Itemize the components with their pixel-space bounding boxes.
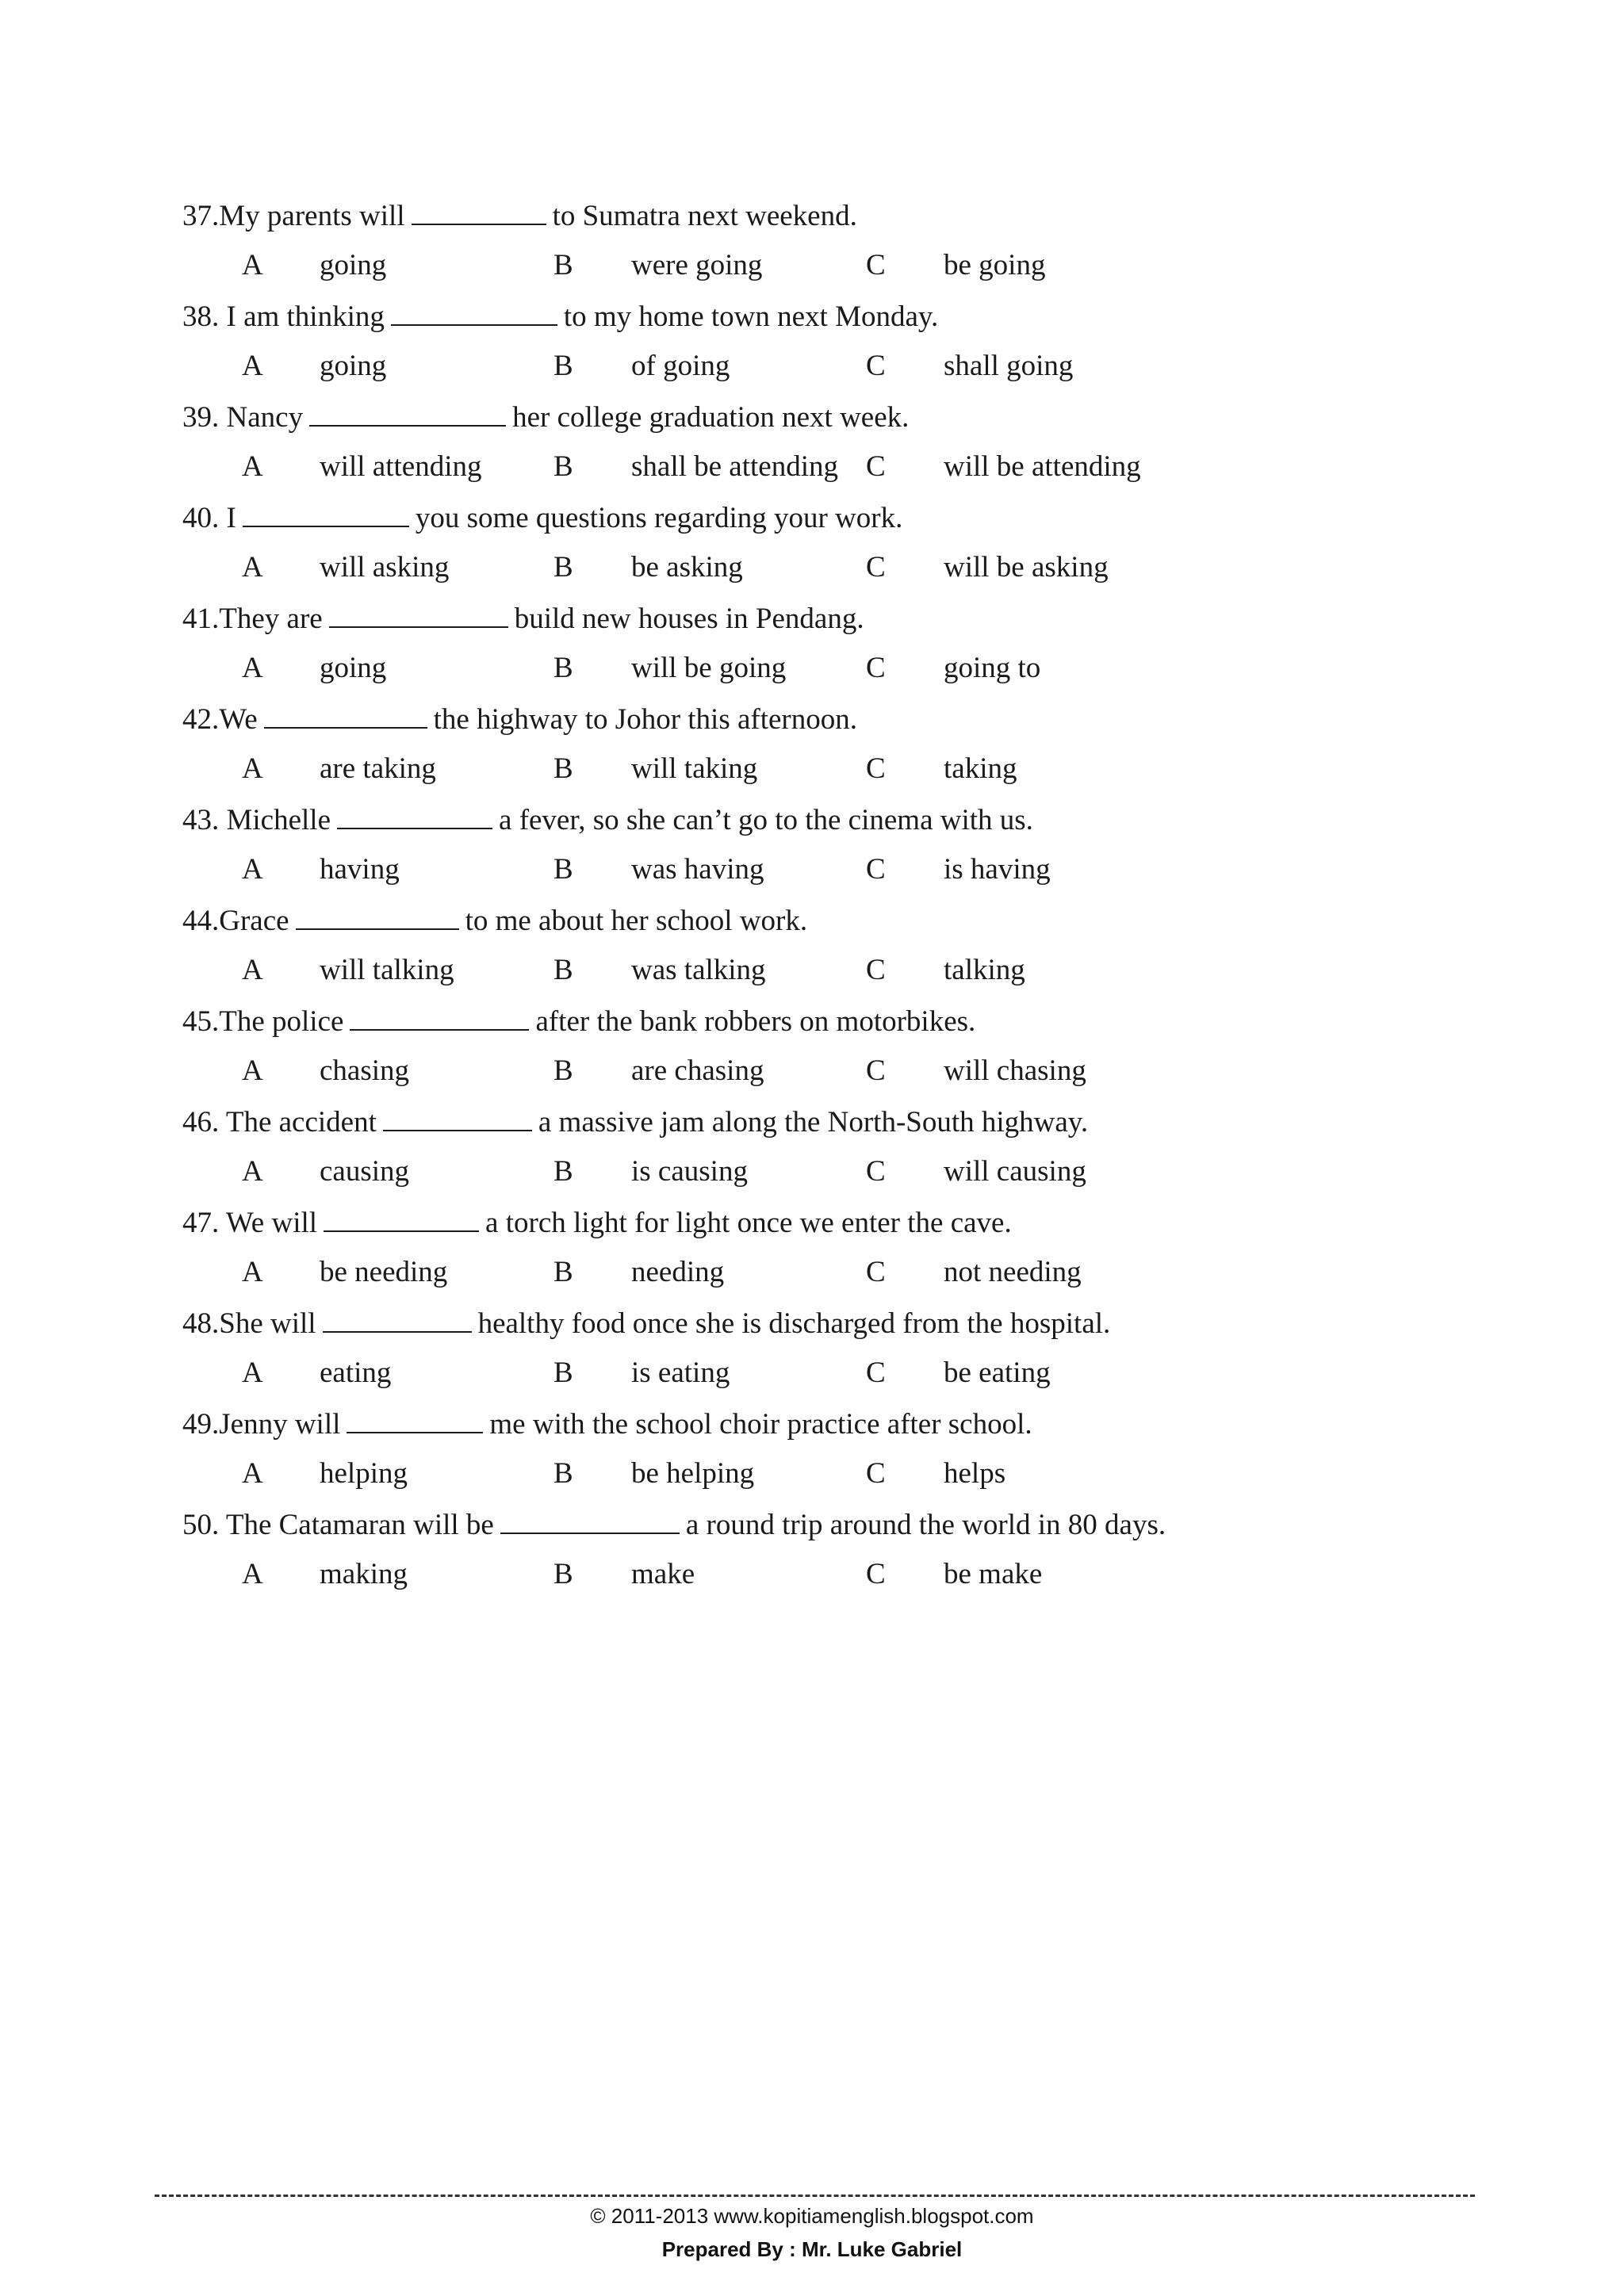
answer-blank: [500, 1507, 680, 1534]
answer-options: [182, 852, 1293, 887]
option-text: will taking: [631, 752, 758, 785]
footer-divider: [155, 2195, 1475, 2197]
option-letter: A: [242, 249, 263, 281]
option-letter: C: [866, 1155, 886, 1188]
option-letter: B: [553, 652, 573, 684]
question-number: 39.: [182, 401, 227, 434]
option-text: talking: [944, 954, 1025, 986]
option-text: will talking: [320, 954, 454, 986]
answer-blank: [383, 1104, 532, 1131]
question-text-before: Michelle: [226, 804, 331, 836]
question-number: 46.: [182, 1106, 226, 1138]
question-text-before: Grace: [219, 905, 289, 937]
question-stem: [182, 1205, 1012, 1241]
question-text-after: build new houses in Pendang.: [514, 603, 864, 635]
option-letter: C: [866, 551, 886, 584]
option-text: will causing: [944, 1155, 1086, 1188]
option-letter: C: [866, 752, 886, 785]
option-letter: A: [242, 1054, 263, 1087]
question-item: [182, 1104, 1530, 1205]
answer-options: [182, 349, 1293, 384]
option-text: shall be attending: [631, 450, 838, 483]
option-letter: C: [866, 1054, 886, 1087]
answer-blank: [323, 1306, 472, 1333]
answer-options: [182, 450, 1293, 484]
option-text: were going: [631, 249, 763, 281]
question-text-after: a fever, so she can’t go to the cinema with us.: [499, 804, 1033, 836]
option-text: is having: [944, 853, 1051, 886]
question-text-before: I am thinking: [226, 300, 385, 333]
question-item: [182, 903, 1530, 1004]
option-text: having: [320, 853, 400, 886]
option-letter: B: [553, 350, 573, 382]
question-stem: [182, 1406, 1032, 1442]
option-letter: C: [866, 1457, 886, 1490]
question-list: [182, 198, 1530, 1608]
option-letter: A: [242, 350, 263, 382]
option-text: will be asking: [944, 551, 1109, 584]
footer-copyright: © 2011-2013 www.kopitiamenglish.blogspot.com: [590, 2204, 1034, 2228]
option-letter: A: [242, 954, 263, 986]
question-stem: [182, 1507, 1166, 1543]
question-text-after: to my home town next Monday.: [563, 300, 939, 333]
option-letter: C: [866, 954, 886, 986]
option-text: be going: [944, 249, 1046, 281]
option-letter: B: [553, 1256, 573, 1288]
answer-blank: [337, 802, 492, 829]
option-text: going: [320, 652, 387, 684]
question-number: 47.: [182, 1207, 226, 1239]
option-text: is eating: [631, 1357, 730, 1389]
option-letter: B: [553, 1357, 573, 1389]
question-text-after: the highway to Johor this afternoon.: [433, 703, 857, 736]
option-letter: C: [866, 1558, 886, 1590]
question-number: 40.: [182, 502, 227, 534]
question-text-before: The accident: [225, 1106, 377, 1138]
question-text-after: a round trip around the world in 80 days.: [685, 1509, 1166, 1541]
option-text: was talking: [631, 954, 766, 986]
question-text-before: We: [219, 703, 258, 736]
question-text-after: to Sumatra next weekend.: [552, 200, 857, 232]
answer-blank: [296, 903, 459, 930]
question-number: 48.: [182, 1307, 220, 1340]
option-letter: A: [242, 1558, 263, 1590]
question-text-after: after the bank robbers on motorbikes.: [535, 1005, 976, 1038]
question-text-before: My parents will: [219, 200, 405, 232]
question-stem: [182, 601, 864, 637]
option-text: be needing: [320, 1256, 448, 1288]
question-item: [182, 1306, 1530, 1406]
option-text: taking: [944, 752, 1017, 785]
option-letter: A: [242, 853, 263, 886]
answer-options: [182, 1456, 1293, 1491]
answer-options: [182, 1356, 1293, 1391]
option-text: was having: [631, 853, 764, 886]
option-text: will be attending: [944, 450, 1141, 483]
option-letter: B: [553, 249, 573, 281]
question-number: 45.: [182, 1005, 220, 1038]
option-letter: C: [866, 1256, 886, 1288]
option-letter: A: [242, 652, 263, 684]
question-stem: [182, 903, 807, 939]
option-text: be make: [944, 1558, 1043, 1590]
question-text-after: her college graduation next week.: [512, 401, 910, 434]
option-text: are taking: [320, 752, 436, 785]
answer-options: [182, 752, 1293, 786]
question-text-before: They are: [219, 603, 323, 635]
answer-options: [182, 1054, 1293, 1089]
option-text: make: [631, 1558, 695, 1590]
question-text-before: The Catamaran will be: [225, 1509, 494, 1541]
question-text-after: to me about her school work.: [465, 905, 808, 937]
option-letter: C: [866, 450, 886, 483]
option-text: going: [320, 350, 387, 382]
question-item: [182, 400, 1530, 500]
question-text-after: a torch light for light once we enter the cave.: [485, 1207, 1012, 1239]
option-letter: C: [866, 249, 886, 281]
answer-options: [182, 651, 1293, 686]
question-item: [182, 802, 1530, 903]
option-text: going to: [944, 652, 1041, 684]
option-letter: B: [553, 1155, 573, 1188]
question-number: 37.: [182, 200, 220, 232]
option-letter: B: [553, 1558, 573, 1590]
option-text: causing: [320, 1155, 410, 1188]
answer-blank: [350, 1004, 529, 1031]
answer-blank: [412, 198, 546, 225]
question-text-after: a massive jam along the North-South highway.: [538, 1106, 1089, 1138]
option-letter: C: [866, 652, 886, 684]
answer-blank: [329, 601, 508, 628]
answer-options: [182, 1557, 1293, 1592]
question-text-before: We will: [225, 1207, 318, 1239]
answer-options: [182, 550, 1293, 585]
option-letter: B: [553, 752, 573, 785]
question-stem: [182, 1306, 1110, 1341]
option-letter: C: [866, 1357, 886, 1389]
option-text: will attending: [320, 450, 482, 483]
answer-options: [182, 1154, 1293, 1189]
answer-blank: [243, 500, 409, 527]
option-text: shall going: [944, 350, 1074, 382]
option-text: are chasing: [631, 1054, 764, 1087]
option-text: helping: [320, 1457, 408, 1490]
question-stem: [182, 1004, 975, 1039]
option-text: be asking: [631, 551, 743, 584]
option-text: be helping: [631, 1457, 755, 1490]
question-number: 41.: [182, 603, 220, 635]
question-number: 43.: [182, 804, 227, 836]
option-letter: B: [553, 1054, 573, 1087]
answer-blank: [264, 702, 427, 729]
answer-blank: [324, 1205, 479, 1232]
answer-options: [182, 1255, 1293, 1290]
question-stem: [182, 198, 857, 234]
option-text: will chasing: [944, 1054, 1086, 1087]
question-item: [182, 198, 1530, 299]
question-item: [182, 1507, 1530, 1608]
question-item: [182, 500, 1530, 601]
question-text-before: The police: [219, 1005, 344, 1038]
question-stem: [182, 400, 909, 435]
option-letter: B: [553, 954, 573, 986]
question-item: [182, 1205, 1530, 1306]
question-text-after: healthy food once she is discharged from the hospital.: [477, 1307, 1111, 1340]
question-stem: [182, 702, 857, 737]
option-letter: B: [553, 1457, 573, 1490]
question-number: 38.: [182, 300, 227, 333]
option-letter: A: [242, 1357, 263, 1389]
option-letter: A: [242, 1256, 263, 1288]
question-stem: [182, 500, 902, 536]
option-letter: A: [242, 450, 263, 483]
option-text: going: [320, 249, 387, 281]
option-text: making: [320, 1558, 408, 1590]
option-letter: B: [553, 551, 573, 584]
question-number: 44.: [182, 905, 220, 937]
question-stem: [182, 802, 1033, 838]
question-item: [182, 702, 1530, 802]
option-text: helps: [944, 1457, 1006, 1490]
question-text-after: me with the school choir practice after school.: [489, 1408, 1032, 1441]
option-letter: B: [553, 450, 573, 483]
option-text: is causing: [631, 1155, 748, 1188]
option-text: eating: [320, 1357, 392, 1389]
question-text-before: Nancy: [226, 401, 304, 434]
question-text-after: you some questions regarding your work.: [415, 502, 903, 534]
option-text: chasing: [320, 1054, 410, 1087]
answer-blank: [391, 299, 557, 326]
question-item: [182, 1406, 1530, 1507]
question-text-before: Jenny will: [219, 1408, 341, 1441]
option-letter: C: [866, 853, 886, 886]
question-stem: [182, 299, 938, 335]
answer-blank: [309, 400, 506, 427]
option-text: needing: [631, 1256, 725, 1288]
option-letter: B: [553, 853, 573, 886]
question-number: 42.: [182, 703, 220, 736]
option-letter: A: [242, 752, 263, 785]
answer-options: [182, 248, 1293, 283]
question-number: 49.: [182, 1408, 220, 1441]
option-letter: C: [866, 350, 886, 382]
question-item: [182, 1004, 1530, 1104]
option-text: will asking: [320, 551, 450, 584]
question-item: [182, 601, 1530, 702]
question-item: [182, 299, 1530, 400]
answer-blank: [347, 1406, 483, 1433]
option-text: not needing: [944, 1256, 1082, 1288]
question-text-before: I: [226, 502, 236, 534]
option-letter: A: [242, 1457, 263, 1490]
option-letter: A: [242, 1155, 263, 1188]
option-text: be eating: [944, 1357, 1051, 1389]
option-text: of going: [631, 350, 730, 382]
option-text: will be going: [631, 652, 787, 684]
question-number: 50.: [182, 1509, 226, 1541]
question-text-before: She will: [219, 1307, 316, 1340]
option-letter: A: [242, 551, 263, 584]
footer-prepared-by: Prepared By : Mr. Luke Gabriel: [661, 2237, 963, 2261]
question-stem: [182, 1104, 1088, 1140]
answer-options: [182, 953, 1293, 988]
